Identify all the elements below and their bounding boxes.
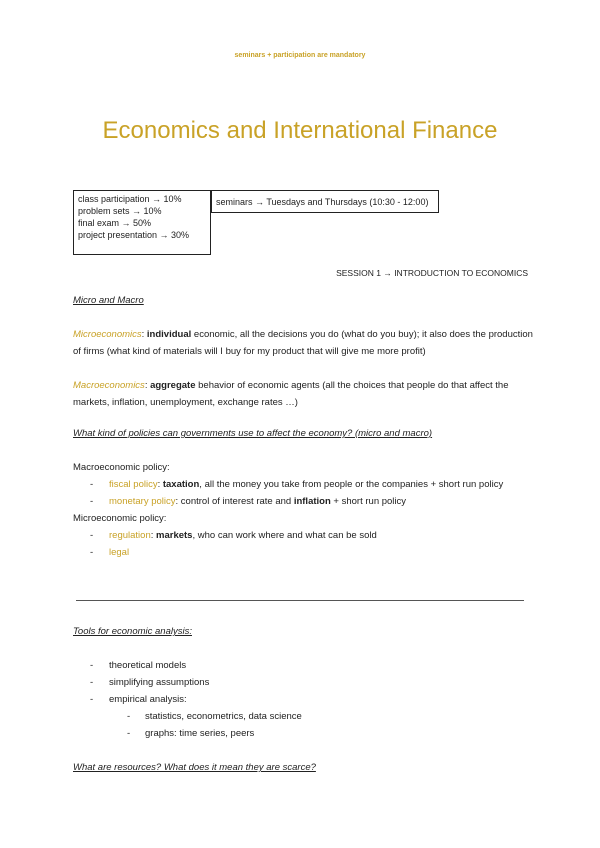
monetary-pre: : control of interest rate and xyxy=(175,496,294,507)
list-item: - graphs: time series, peers xyxy=(73,725,533,742)
micro-policy-list xyxy=(73,527,533,561)
micro-macro-heading: Micro and Macro xyxy=(73,295,144,306)
macro-policy-list xyxy=(73,476,533,510)
fiscal-rest: , all the money you take from people or the companies + short run policy xyxy=(199,479,504,490)
list-item: - theoretical models xyxy=(73,657,533,674)
macro-bold: aggregate xyxy=(150,380,196,391)
macro-definition xyxy=(73,377,533,411)
list-item xyxy=(73,527,533,544)
policies-section xyxy=(73,425,533,561)
list-item: - statistics, econometrics, data science xyxy=(73,708,533,725)
macro-term: Macroeconomics xyxy=(73,380,145,391)
tools-sublist xyxy=(73,708,533,742)
resources-heading: What are resources? What does it mean they are scarce? xyxy=(73,762,316,773)
micro-policy-label: Microeconomic policy: xyxy=(73,513,167,524)
regulation-term: regulation xyxy=(109,530,151,541)
grading-item: problem sets → 10% xyxy=(78,206,162,216)
micro-sep: : xyxy=(141,329,147,340)
divider xyxy=(76,600,524,601)
seminars-box xyxy=(211,190,439,213)
list-item xyxy=(73,544,533,561)
tools-list xyxy=(73,657,533,708)
grading-box xyxy=(73,190,211,255)
tools-heading: Tools for economic analysis: xyxy=(73,626,192,637)
fiscal-bold: taxation xyxy=(162,479,200,490)
micro-macro-section xyxy=(73,292,533,411)
macro-sep: : xyxy=(144,380,151,391)
list-item xyxy=(73,493,533,510)
list-item: - simplifying assumptions xyxy=(73,674,533,691)
session-title: SESSION 1 → INTRODUCTION TO ECONOMICS xyxy=(336,268,528,278)
fiscal-sep: : xyxy=(157,479,163,490)
grading-item: class participation → 10% xyxy=(78,194,182,204)
regulation-rest: , who can work where and what can be sold xyxy=(192,530,377,541)
list-item xyxy=(73,476,533,493)
page-title: Economics and International Finance xyxy=(102,117,498,144)
monetary-term: monetary policy xyxy=(109,496,176,507)
monetary-rest: + short run policy xyxy=(330,496,407,507)
grading-item: final exam → 50% xyxy=(78,218,152,228)
regulation-bold: markets xyxy=(156,530,193,541)
micro-rest: economic, all the decisions you do (what do you buy); it also does the production of firms (what kind of materials will I buy for my product that will give me more profit) xyxy=(73,329,533,357)
micro-bold: individual xyxy=(146,329,192,340)
micro-definition xyxy=(73,326,533,360)
grading-item: project presentation → 30% xyxy=(78,230,190,240)
micro-term: Microeconomics xyxy=(73,329,142,340)
mandatory-note: seminars + participation are mandatory xyxy=(234,52,366,59)
tools-section xyxy=(73,623,533,776)
macro-policy-label: Macroeconomic policy: xyxy=(73,462,170,473)
legal-term: legal xyxy=(109,547,130,558)
regulation-sep: : xyxy=(150,530,157,541)
macro-rest: behavior of economic agents (all the choices that people do that affect the markets, inflation, unemployment, exchange rates …) xyxy=(73,380,509,408)
fiscal-term: fiscal policy xyxy=(109,479,158,490)
monetary-bold: inflation xyxy=(293,496,331,507)
list-item: - empirical analysis: xyxy=(73,691,533,708)
policies-heading: What kind of policies can governments use to affect the economy? (micro and macro) xyxy=(73,428,433,439)
seminars-text: seminars → Tuesdays and Thursdays (10:30 - 12:00) xyxy=(216,197,429,207)
